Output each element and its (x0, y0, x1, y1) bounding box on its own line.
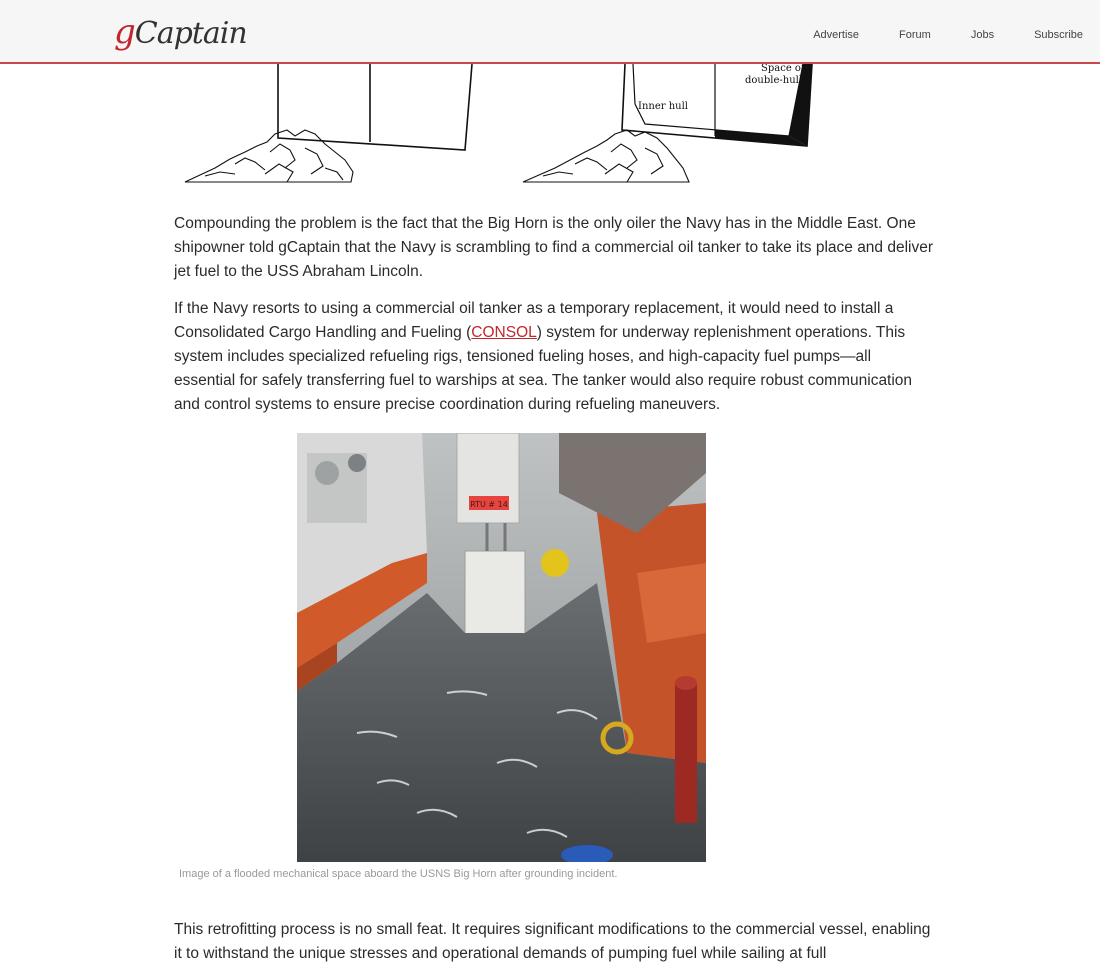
nav-forum-link[interactable]: Forum (899, 29, 931, 41)
gcaptain-logo[interactable]: gCaptain (114, 12, 247, 52)
nav-jobs-link[interactable]: Jobs (970, 29, 995, 41)
hull-diagram (175, 64, 835, 196)
paragraph-2-text-end: ) system for underway replenishment operations. This system includes specialized refueling rigs, tensioned fueling hoses, and high-capacity fuel pumps—all essential for safely transferring fuel to warships at sea. The tanker would also require robust communication and control systems to ensure precise coordination during refueling maneuvers. (174, 324, 913, 413)
nav-advertise-link[interactable]: Advertise (813, 29, 860, 41)
right-rock-drawing (523, 130, 689, 182)
rtu-14-label: RTU # 14 (470, 500, 508, 509)
double-hull-label: double-hull (745, 75, 803, 86)
inner-hull-label: Inner hull (638, 101, 688, 112)
space-of-label: Space of (761, 64, 805, 74)
article-paragraph-3: This retrofitting process is no small feat. It requires significant modifications to the commercial vessel, enabling it to withstand the unique stresses and operational demands of pumping fuel while sailing at full (174, 921, 931, 962)
single-hull-drawing (278, 64, 472, 150)
consol-link[interactable]: CONSOL (471, 324, 537, 341)
article-paragraph-2 (174, 297, 934, 417)
left-rock-drawing (185, 130, 353, 182)
paragraph-2-text-start: If the Navy resorts to using a commercial oil tanker as a temporary replacement, it would need to install a Consolidated Cargo Handling and Fueling ( (174, 300, 894, 341)
flooded-space-photo[interactable] (297, 433, 706, 862)
nav-subscribe-link[interactable]: Subscribe (1034, 29, 1083, 41)
article-paragraph-1: Compounding the problem is the fact that the Big Horn is the only oiler the Navy has in the Middle East. One shipowner told gCaptain that the Navy is scrambling to find a commercial oil tanker to take its place and deliver jet fuel to the USS Abraham Lincoln. (174, 215, 934, 280)
site-header (0, 0, 1100, 64)
photo-caption: Image of a flooded mechanical space aboard the USNS Big Horn after grounding incident. (179, 868, 618, 880)
main-nav (813, 29, 1083, 41)
